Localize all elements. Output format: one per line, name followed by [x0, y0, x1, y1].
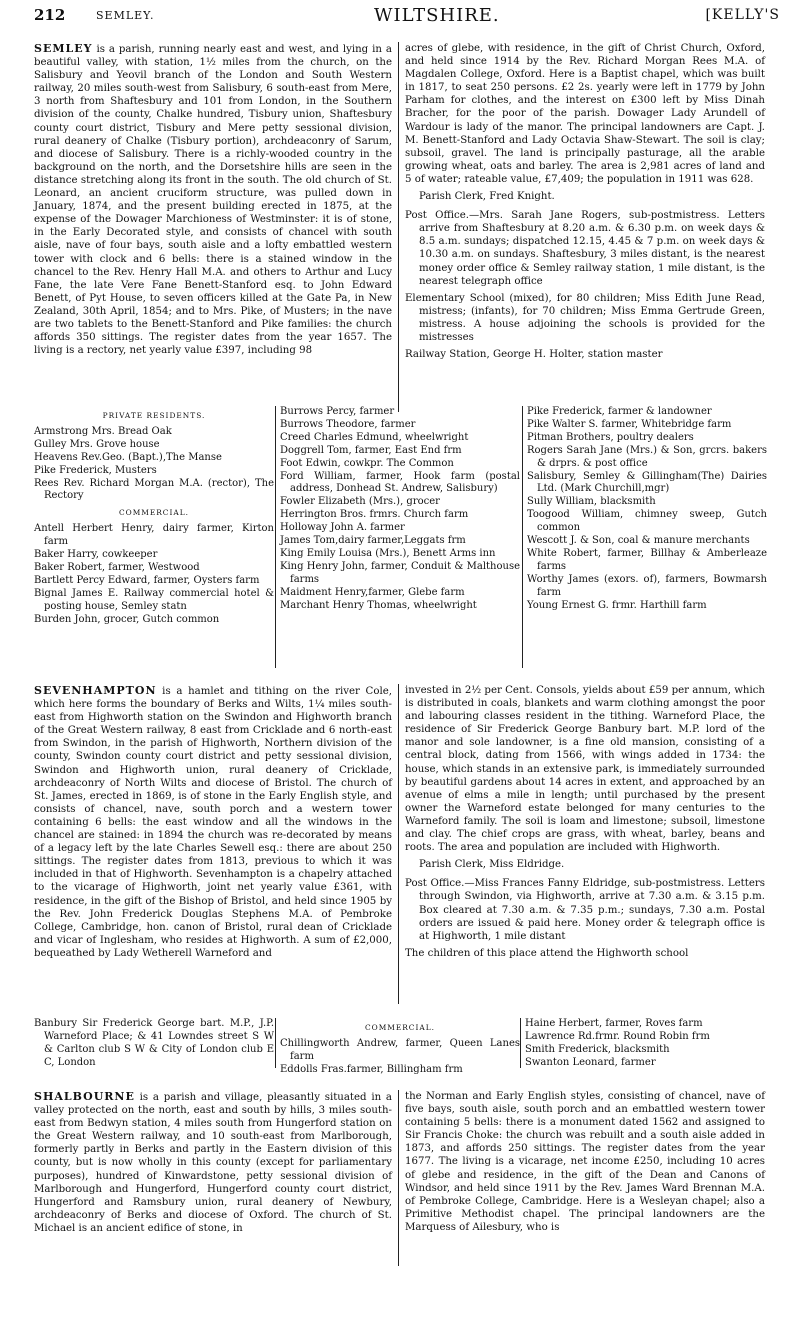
shalbourne-description-left: [34, 1090, 392, 1235]
sevenhampton-text-right: invested in 2½ per Cent. Consols, yields about £59 per annum, which is distributed in coals, blankets and warm clothing amongst the poor and labouring classes resident in the tithing. Warneford Place, the residence of Sir Frederick George Banbury bart. M.P. lord of the manor and sole landowner, is a fine old mansion, consisting of a central block, dating from 1566, with wings added in 1734: the house, which stands in an extensive park, is immediately surrounded by beautiful gardens about 14 acres in extent, and approached by an avenue of elms a mile in length; until purchased by the present owner the Warneford estate belonged for many centuries to the Warneford family. The soil is loam and limestone; subsoil, limestone and clay. The chief crops are grass, with wheat, barley, beans and roots. The area and population are included with Highworth.: [405, 685, 765, 854]
list-item: Creed Charles Edmund, wheelwright: [280, 431, 469, 443]
list-item: Swanton Leonard, farmer: [525, 1056, 656, 1068]
list-item: Burden John, grocer, Gutch common: [34, 613, 220, 625]
semley-description-left: [34, 42, 392, 357]
list-item: Maidment Henry,farmer, Glebe farm: [280, 586, 465, 598]
list-item: Burrows Theodore, farmer: [280, 418, 416, 430]
list-item: Bartlett Percy Edward, farmer, Oysters farm: [34, 574, 260, 586]
semley-school: Elementary School (mixed), for 80 children; Miss Edith June Read, mistress; (infants), for 70 children; Miss Emma Gertrude Green, mistress. A house adjoining the schools is provided for the mistresses: [405, 292, 765, 343]
list-item: Young Ernest G. frmr. Harthill farm: [527, 599, 707, 611]
running-head-place: SEMLEY.: [96, 9, 155, 22]
semley-parish-clerk: Parish Clerk, Fred Knight.: [419, 191, 555, 203]
list-item: Smith Frederick, blacksmith: [525, 1043, 670, 1055]
list-item: Banbury Sir Frederick George bart. M.P., J.P. Warneford Place; & 41 Lowndes street S W & Carlton club S W & City of London club E C, London: [34, 1018, 274, 1068]
list-item: Bignal James E. Railway commercial hotel & posting house, Semley statn: [34, 587, 274, 612]
column-divider: [398, 1090, 399, 1266]
sevenhampton-private-list: [34, 1018, 274, 1070]
list-item: Rogers Sarah Jane (Mrs.) & Son, grcrs. bakers & drprs. & post office: [527, 444, 767, 469]
list-item: Antell Herbert Henry, dairy farmer, Kirton farm: [34, 523, 274, 548]
list-item: Gulley Mrs. Grove house: [34, 438, 160, 450]
list-item: Eddolls Fras.farmer, Billingham frm: [280, 1063, 463, 1075]
semley-railway: Railway Station, George H. Holter, station master: [405, 349, 663, 361]
column-divider: [522, 406, 523, 668]
list-item: James Tom,dairy farmer,Leggats frm: [280, 535, 466, 547]
semley-residents-list: [34, 406, 274, 627]
list-item: White Robert, farmer, Billhay & Amberleaze farms: [527, 547, 767, 572]
column-divider: [398, 684, 399, 1004]
list-item: King Henry John, farmer, Conduit & Malthouse farms: [280, 560, 520, 585]
sevenhampton-commercial-col3: [525, 1018, 765, 1070]
semley-text-right: acres of glebe, with residence, in the gift of Christ Church, Oxford, and held since 1914 by the Rev. Richard Morgan Rees M.A. of Magdalen College, Oxford. Here is a Baptist chapel, which was built in 1817, to seat 250 persons. £2 2s. yearly were left in 1779 by John Parham for clothes, and the interest on £300 left by Miss Dinah Bracher, for the poor of the parish. Dowager Lady Arundell of Wardour is lady of the manor. The principal landowners are Capt. J. M. Benett-Stanford and Lady Octavia Shaw-Stewart. The soil is clay; subsoil, gravel. The land is principally pasturage, all the arable growing wheat, oats and barley. The area is 2,981 acres of land and 5 of water; rateable value, £7,409; the population in 1911 was 628.: [405, 43, 765, 185]
entry-title-sevenhampton: SEVENHAMPTON: [34, 684, 157, 697]
list-item: Armstrong Mrs. Bread Oak: [34, 425, 172, 437]
sevenhampton-commercial-col2: [280, 1018, 520, 1077]
page-header: [34, 4, 790, 28]
column-divider: [398, 42, 399, 412]
list-item: Salisbury, Semley & Gillingham(The) Dairies Ltd. (Mark Churchill,mgr): [527, 470, 767, 495]
list-item: Marchant Henry Thomas, wheelwright: [280, 599, 477, 611]
entry-title-semley: SEMLEY: [34, 42, 93, 55]
list-item: Pitman Brothers, poultry dealers: [527, 431, 694, 443]
list-item: Ford William, farmer, Hook farm (postal address, Donhead St. Andrew, Salisbury): [280, 470, 520, 495]
list-item: Pike Frederick, farmer & landowner: [527, 406, 712, 417]
semley-commercial-col2: [280, 406, 520, 613]
semley-post-office: Post Office.—Mrs. Sarah Jane Rogers, sub-postmistress. Letters arrive from Shaftesbury at 8.20 a.m. & 6.30 p.m. on week days & 8.5 a.m. sundays; dispatched 12.15, 4.45 & 7 p.m. on week days & 10.30 a.m. on sundays. Shaftesbury, 3 miles distant, is the nearest money order office & Semley railway station, 1 mile distant, is the nearest telegraph office: [405, 210, 765, 287]
list-item: Wescott J. & Son, coal & manure merchants: [527, 535, 750, 547]
list-item: Chillingworth Andrew, farmer, Queen Lanes farm: [280, 1037, 520, 1062]
county-title: WILTSHIRE.: [374, 5, 500, 26]
list-item: Baker Harry, cowkeeper: [34, 549, 158, 561]
list-item: King Emily Louisa (Mrs.), Benett Arms inn: [280, 547, 496, 559]
private-residents-heading: PRIVATE RESIDENTS.: [102, 411, 206, 420]
publisher-mark: [KELLY'S: [705, 7, 780, 23]
list-item: Baker Robert, farmer, Westwood: [34, 561, 200, 573]
sevenhampton-description-left: [34, 684, 392, 960]
shalbourne-text-right: the Norman and Early English styles, consisting of chancel, nave of five bays, south aisle, south porch and an embattled western tower containing 5 bells: there is a monument dated 1562 and assigned to Sir Francis Choke: the church was rebuilt and a south aisle added in 1873, and affords 250 sittings. The register dates from the year 1677. The living is a vicarage, net income £250, including 10 acres of glebe and residence, in the gift of the Dean and Canons of Windsor, and held since 1911 by the Rev. James Ward Brennan M.A. of Pembroke College, Cambridge. Here is a Wesleyan chapel; also a Primitive Methodist chapel. The principal landowners are the Marquess of Ailesbury, who is: [405, 1091, 765, 1233]
list-item: Pike Frederick, Musters: [34, 464, 157, 476]
sevenhampton-description-right: [405, 684, 765, 960]
semley-text-left: is a parish, running nearly east and west, and lying in a beautiful valley, with station, 1½ miles from the church, on the Salisbury and Yeovil branch of the London and South Western railway, 20 miles south-west from Salisbury, 6 south-east from Mere, 3 north from Shaftesbury and 101 from London, in the Southern division of the county, Chalke hundred, Tisbury union, Shaftesbury county court district, Tisbury and Mere petty sessional division, rural deanery of Chalke (Tisbury portion), archdeaconry of Sarum, and diocese of Salisbury. There is a richly-wooded country in the background on the north, and the Dorsetshire hills are seen in the distance stretching along its front in the south. The old church of St. Leonard, an ancient cruciform structure, was pulled down in January, 1874, and the present building erected in 1875, at the expense of the Dowager Marchioness of Westminster: it is of stone, in the Early Decorated style, and consists of chancel with south aisle, nave of four bays, south aisle and a lofty embattled western tower with clock and 6 bells: there is a stained window in the chancel to the Rev. Henry Hall M.A. and others to Arthur and Lucy Fane, the late Vere Fane Benett-Stanford esq. to John Edward Benett, of Pyt House, to seven officers killed at the Gate Pa, in New Zealand, 30th April, 1854; and to Mrs. Pike, of Musters; in the nave are two tablets to the Benett-Stanford and Pike families: the church affords 350 sittings. The register dates from the year 1657. The living is a rectory, net yearly value £397, including 98: [34, 44, 392, 357]
column-divider: [275, 1018, 276, 1068]
list-item: Burrows Percy, farmer: [280, 406, 395, 417]
shalbourne-description-right: [405, 1090, 765, 1234]
list-item: Foot Edwin, cowkpr. The Common: [280, 457, 454, 469]
list-item: Heavens Rev.Geo. (Bapt.),The Manse: [34, 451, 222, 463]
semley-commercial-col3: [527, 406, 767, 613]
sevenhampton-parish-clerk: Parish Clerk, Miss Eldridge.: [419, 859, 565, 871]
semley-description-right: [405, 42, 765, 361]
commercial-heading: COMMERCIAL.: [119, 508, 189, 518]
sevenhampton-school: The children of this place attend the Highworth school: [405, 947, 689, 959]
column-divider: [275, 406, 276, 668]
list-item: Worthy James (exors. of), farmers, Bowmarsh farm: [527, 573, 767, 598]
sevenhampton-post-office: Post Office.—Miss Frances Fanny Eldridge, sub-postmistress. Letters through Swindon, via Highworth, arrive at 7.30 a.m. & 3.15 p.m. Box cleared at 7.30 a.m. & 7.35 p.m.; sundays, 7.30 a.m. Postal orders are issued & paid here. Money order & telegraph office is at Highworth, 1 mile distant: [405, 878, 765, 942]
list-item: Toogood William, chimney sweep, Gutch common: [527, 509, 767, 534]
list-item: Holloway John A. farmer: [280, 522, 405, 534]
list-item: Lawrence Rd.frmr. Round Robin frm: [525, 1030, 710, 1042]
commercial-heading: COMMERCIAL.: [365, 1023, 435, 1032]
column-divider: [520, 1018, 521, 1068]
shalbourne-text-left: is a parish and village, pleasantly situated in a valley protected on the north, east and south by hills, 3 miles south-east from Bedwyn station, 4 miles south from Hungerford station on the Great Western railway, and 10 south-east from Marlborough, formerly partly in Berks and partly in the Eastern division of this county, but is now wholly in this county (except for parliamentary purposes), hundred of Kinwardstone, petty sessional division of Marlborough and Hungerford, Hungerford county court district, Hungerford and Ramsbury union, rural deanery of Newbury, archdeaconry of Berks and diocese of Oxford. The church of St. Michael is an ancient edifice of stone, in: [34, 1092, 392, 1234]
entry-title-shalbourne: SHALBOURNE: [34, 1090, 135, 1103]
list-item: Fowler Elizabeth (Mrs.), grocer: [280, 496, 440, 508]
list-item: Haine Herbert, farmer, Roves farm: [525, 1018, 703, 1029]
list-item: Doggrell Tom, farmer, East End frm: [280, 444, 462, 456]
sevenhampton-text-left: is a hamlet and tithing on the river Cole, which here forms the boundary of Berks and Wilts, 1¼ miles south-east from Highworth station on the Swindon and Highworth branch of the Great Western railway, 8 east from Cricklade and 6 north-east from Swindon, in the parish of Highworth, Northern division of the county, Swindon county court district and petty sessional division, Swindon and Highworth union, rural deanery of Cricklade, archdeaconry of North Wilts and diocese of Bristol. The church of St. James, erected in 1869, is of stone in the Early English style, and consists of chancel, nave, south porch and a western tower containing 6 bells: the east window and all the windows in the chancel are stained: in 1894 the church was re-decorated by means of a legacy left by the late Charles Sewell esq.: there are about 250 sittings. The register dates from 1813, previous to which it was included in that of Highworth. Sevenhampton is a chapelry attached to the vicarage of Highworth, joint net yearly value £361, with residence, in the gift of the Bishop of Bristol, and held since 1905 by the Rev. John Frederick Douglas Stephens M.A. of Pembroke College, Cambridge, hon. canon of Bristol, rural dean of Cricklade and vicar of Inglesham, who resides at Highworth. A sum of £2,000, bequeathed by Lady Wetherell Warneford and: [34, 686, 392, 959]
list-item: Sully William, blacksmith: [527, 496, 656, 508]
list-item: Herrington Bros. frmrs. Church farm: [280, 509, 469, 521]
page-number: 212: [34, 6, 66, 24]
list-item: Rees Rev. Richard Morgan M.A. (rector), The Rectory: [34, 477, 274, 502]
list-item: Pike Walter S. farmer, Whitebridge farm: [527, 418, 732, 430]
